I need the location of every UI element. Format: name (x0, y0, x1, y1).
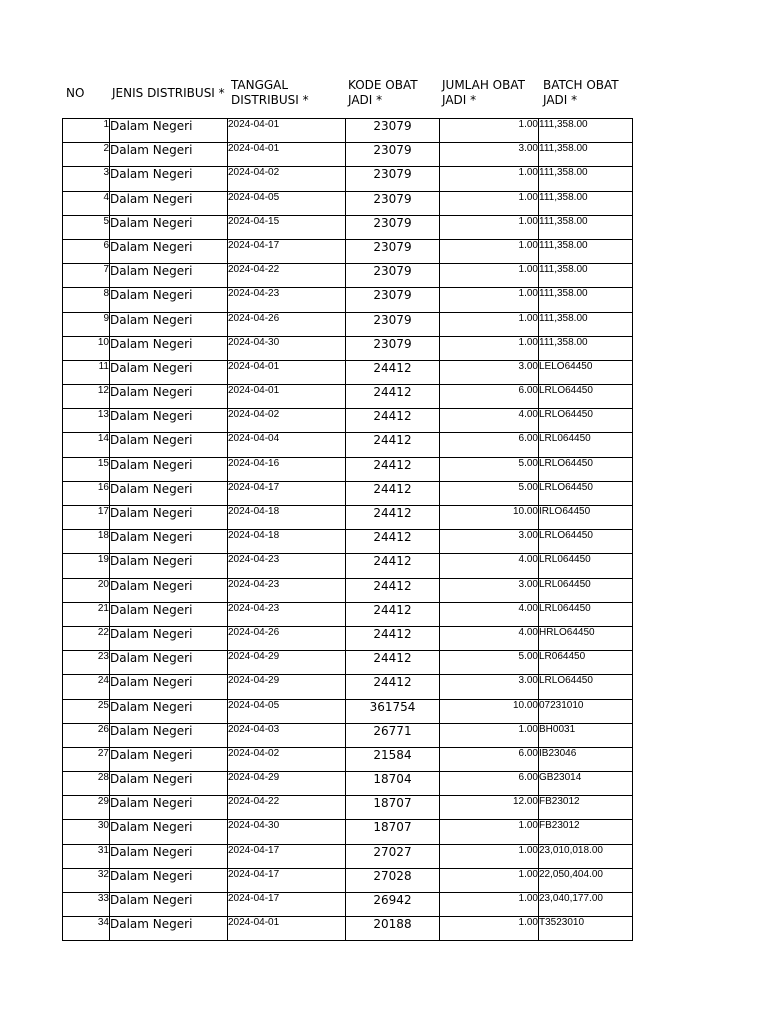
jenis-distribusi-cell: Dalam Negeri (110, 288, 228, 312)
jumlah-obat-cell: 1.00 (440, 844, 539, 868)
table-row (63, 167, 633, 191)
header-jenis-distribusi (112, 86, 225, 101)
table-row (63, 264, 633, 288)
row-number: 8 (63, 288, 110, 312)
table-row (63, 288, 633, 312)
header-tanggal-line-2: DISTRIBUSI * (231, 93, 309, 107)
header-no (66, 86, 84, 101)
row-number: 21 (63, 602, 110, 626)
row-number: 2 (63, 143, 110, 167)
jenis-distribusi-cell: Dalam Negeri (110, 626, 228, 650)
row-number: 9 (63, 312, 110, 336)
kode-obat-cell: 18707 (346, 796, 440, 820)
kode-obat-cell: 24412 (346, 626, 440, 650)
jenis-distribusi-cell: Dalam Negeri (110, 699, 228, 723)
row-number: 16 (63, 481, 110, 505)
distribution-table-body (63, 119, 633, 941)
batch-obat-cell: 22,050,404.00 (539, 868, 633, 892)
row-number: 31 (63, 844, 110, 868)
kode-obat-cell: 23079 (346, 215, 440, 239)
tanggal-distribusi-cell: 2024-04-26 (228, 312, 346, 336)
batch-obat-cell: 111,358.00 (539, 143, 633, 167)
kode-obat-cell: 26771 (346, 723, 440, 747)
tanggal-distribusi-cell: 2024-04-17 (228, 893, 346, 917)
tanggal-distribusi-cell: 2024-04-17 (228, 481, 346, 505)
jumlah-obat-cell: 3.00 (440, 360, 539, 384)
tanggal-distribusi-cell: 2024-04-01 (228, 143, 346, 167)
tanggal-distribusi-cell: 2024-04-15 (228, 215, 346, 239)
kode-obat-cell: 23079 (346, 336, 440, 360)
jumlah-obat-cell: 1.00 (440, 336, 539, 360)
jenis-distribusi-cell: Dalam Negeri (110, 675, 228, 699)
batch-obat-cell: 23,040,177.00 (539, 893, 633, 917)
table-row (63, 844, 633, 868)
tanggal-distribusi-cell: 2024-04-18 (228, 530, 346, 554)
tanggal-distribusi-cell: 2024-04-22 (228, 264, 346, 288)
table-row (63, 626, 633, 650)
kode-obat-cell: 24412 (346, 602, 440, 626)
batch-obat-cell: 07231010 (539, 699, 633, 723)
kode-obat-cell: 23079 (346, 264, 440, 288)
kode-obat-cell: 24412 (346, 457, 440, 481)
row-number: 32 (63, 868, 110, 892)
table-row (63, 336, 633, 360)
tanggal-distribusi-cell: 2024-04-04 (228, 433, 346, 457)
tanggal-distribusi-cell: 2024-04-22 (228, 796, 346, 820)
jumlah-obat-cell: 3.00 (440, 143, 539, 167)
tanggal-distribusi-cell: 2024-04-01 (228, 385, 346, 409)
jumlah-obat-cell: 1.00 (440, 893, 539, 917)
table-row (63, 191, 633, 215)
tanggal-distribusi-cell: 2024-04-26 (228, 626, 346, 650)
jenis-distribusi-cell: Dalam Negeri (110, 844, 228, 868)
header-tanggal-line-1: TANGGAL (231, 78, 289, 92)
row-number: 23 (63, 651, 110, 675)
tanggal-distribusi-cell: 2024-04-23 (228, 288, 346, 312)
jumlah-obat-cell: 1.00 (440, 167, 539, 191)
jenis-distribusi-cell: Dalam Negeri (110, 893, 228, 917)
row-number: 7 (63, 264, 110, 288)
row-number: 5 (63, 215, 110, 239)
tanggal-distribusi-cell: 2024-04-29 (228, 675, 346, 699)
batch-obat-cell: IB23046 (539, 747, 633, 771)
batch-obat-cell: 111,358.00 (539, 264, 633, 288)
tanggal-distribusi-cell: 2024-04-23 (228, 602, 346, 626)
jenis-distribusi-cell: Dalam Negeri (110, 385, 228, 409)
tanggal-distribusi-cell: 2024-04-23 (228, 578, 346, 602)
batch-obat-cell: LRLO64450 (539, 481, 633, 505)
row-number: 27 (63, 747, 110, 771)
kode-obat-cell: 24412 (346, 578, 440, 602)
table-row (63, 747, 633, 771)
batch-obat-cell: LR064450 (539, 651, 633, 675)
jumlah-obat-cell: 5.00 (440, 481, 539, 505)
row-number: 20 (63, 578, 110, 602)
batch-obat-cell: 111,358.00 (539, 288, 633, 312)
batch-obat-cell: LRLO64450 (539, 675, 633, 699)
jumlah-obat-cell: 3.00 (440, 675, 539, 699)
table-row (63, 143, 633, 167)
header-jenis-line: JENIS DISTRIBUSI * (112, 86, 225, 100)
table-row (63, 239, 633, 263)
kode-obat-cell: 24412 (346, 433, 440, 457)
jenis-distribusi-cell: Dalam Negeri (110, 602, 228, 626)
kode-obat-cell: 21584 (346, 747, 440, 771)
kode-obat-cell: 24412 (346, 651, 440, 675)
jenis-distribusi-cell: Dalam Negeri (110, 481, 228, 505)
table-row (63, 772, 633, 796)
batch-obat-cell: 111,358.00 (539, 336, 633, 360)
row-number: 34 (63, 917, 110, 941)
kode-obat-cell: 23079 (346, 119, 440, 143)
kode-obat-cell: 18704 (346, 772, 440, 796)
table-row (63, 578, 633, 602)
header-jumlah-obat (442, 78, 525, 108)
jumlah-obat-cell: 1.00 (440, 288, 539, 312)
jumlah-obat-cell: 4.00 (440, 626, 539, 650)
batch-obat-cell: LELO64450 (539, 360, 633, 384)
row-number: 3 (63, 167, 110, 191)
batch-obat-cell: 111,358.00 (539, 167, 633, 191)
header-no-line: NO (66, 86, 85, 100)
jumlah-obat-cell: 1.00 (440, 119, 539, 143)
kode-obat-cell: 23079 (346, 191, 440, 215)
batch-obat-cell: GB23014 (539, 772, 633, 796)
table-row (63, 868, 633, 892)
header-jumlah-line-2: JADI * (442, 93, 477, 107)
table-row (63, 820, 633, 844)
header-tanggal-distribusi (231, 78, 309, 108)
jumlah-obat-cell: 1.00 (440, 264, 539, 288)
kode-obat-cell: 27028 (346, 868, 440, 892)
kode-obat-cell: 24412 (346, 675, 440, 699)
kode-obat-cell: 24412 (346, 481, 440, 505)
row-number: 19 (63, 554, 110, 578)
batch-obat-cell: LRL064450 (539, 602, 633, 626)
row-number: 4 (63, 191, 110, 215)
batch-obat-cell: LRL064450 (539, 554, 633, 578)
jenis-distribusi-cell: Dalam Negeri (110, 215, 228, 239)
table-row (63, 360, 633, 384)
jenis-distribusi-cell: Dalam Negeri (110, 119, 228, 143)
batch-obat-cell: LRLO64450 (539, 457, 633, 481)
jenis-distribusi-cell: Dalam Negeri (110, 506, 228, 530)
batch-obat-cell: LRL064450 (539, 578, 633, 602)
row-number: 17 (63, 506, 110, 530)
jenis-distribusi-cell: Dalam Negeri (110, 360, 228, 384)
row-number: 28 (63, 772, 110, 796)
jumlah-obat-cell: 4.00 (440, 602, 539, 626)
kode-obat-cell: 24412 (346, 506, 440, 530)
batch-obat-cell: HRLO64450 (539, 626, 633, 650)
batch-obat-cell: FB23012 (539, 820, 633, 844)
header-batch-obat (543, 78, 619, 108)
jumlah-obat-cell: 1.00 (440, 215, 539, 239)
tanggal-distribusi-cell: 2024-04-29 (228, 651, 346, 675)
batch-obat-cell: 111,358.00 (539, 191, 633, 215)
jumlah-obat-cell: 1.00 (440, 239, 539, 263)
header-kode-obat (348, 78, 418, 108)
row-number: 29 (63, 796, 110, 820)
tanggal-distribusi-cell: 2024-04-02 (228, 747, 346, 771)
jumlah-obat-cell: 1.00 (440, 917, 539, 941)
jumlah-obat-cell: 1.00 (440, 723, 539, 747)
tanggal-distribusi-cell: 2024-04-17 (228, 239, 346, 263)
kode-obat-cell: 23079 (346, 167, 440, 191)
batch-obat-cell: 111,358.00 (539, 215, 633, 239)
row-number: 6 (63, 239, 110, 263)
tanggal-distribusi-cell: 2024-04-03 (228, 723, 346, 747)
table-row (63, 699, 633, 723)
table-row (63, 530, 633, 554)
jenis-distribusi-cell: Dalam Negeri (110, 167, 228, 191)
batch-obat-cell: FB23012 (539, 796, 633, 820)
jenis-distribusi-cell: Dalam Negeri (110, 191, 228, 215)
jenis-distribusi-cell: Dalam Negeri (110, 530, 228, 554)
jumlah-obat-cell: 1.00 (440, 191, 539, 215)
jenis-distribusi-cell: Dalam Negeri (110, 747, 228, 771)
table-row (63, 602, 633, 626)
jenis-distribusi-cell: Dalam Negeri (110, 143, 228, 167)
kode-obat-cell: 23079 (346, 288, 440, 312)
tanggal-distribusi-cell: 2024-04-02 (228, 409, 346, 433)
jenis-distribusi-cell: Dalam Negeri (110, 820, 228, 844)
table-row (63, 481, 633, 505)
kode-obat-cell: 26942 (346, 893, 440, 917)
jenis-distribusi-cell: Dalam Negeri (110, 578, 228, 602)
batch-obat-cell: BH0031 (539, 723, 633, 747)
jumlah-obat-cell: 4.00 (440, 409, 539, 433)
row-number: 14 (63, 433, 110, 457)
row-number: 11 (63, 360, 110, 384)
jumlah-obat-cell: 3.00 (440, 530, 539, 554)
kode-obat-cell: 24412 (346, 385, 440, 409)
table-row (63, 215, 633, 239)
jenis-distribusi-cell: Dalam Negeri (110, 433, 228, 457)
jumlah-obat-cell: 5.00 (440, 457, 539, 481)
tanggal-distribusi-cell: 2024-04-01 (228, 119, 346, 143)
kode-obat-cell: 20188 (346, 917, 440, 941)
tanggal-distribusi-cell: 2024-04-30 (228, 820, 346, 844)
tanggal-distribusi-cell: 2024-04-30 (228, 336, 346, 360)
table-row (63, 457, 633, 481)
jumlah-obat-cell: 6.00 (440, 747, 539, 771)
jenis-distribusi-cell: Dalam Negeri (110, 264, 228, 288)
header-batch-line-2: JADI * (543, 93, 578, 107)
header-batch-line-1: BATCH OBAT (543, 78, 619, 92)
jumlah-obat-cell: 6.00 (440, 772, 539, 796)
header-kode-line-1: KODE OBAT (348, 78, 418, 92)
batch-obat-cell: T3523010 (539, 917, 633, 941)
jenis-distribusi-cell: Dalam Negeri (110, 336, 228, 360)
row-number: 22 (63, 626, 110, 650)
row-number: 26 (63, 723, 110, 747)
table-row (63, 506, 633, 530)
jumlah-obat-cell: 5.00 (440, 651, 539, 675)
batch-obat-cell: LRLO64450 (539, 385, 633, 409)
jumlah-obat-cell: 1.00 (440, 868, 539, 892)
kode-obat-cell: 23079 (346, 143, 440, 167)
row-number: 24 (63, 675, 110, 699)
batch-obat-cell: 23,010,018.00 (539, 844, 633, 868)
row-number: 1 (63, 119, 110, 143)
jenis-distribusi-cell: Dalam Negeri (110, 554, 228, 578)
jenis-distribusi-cell: Dalam Negeri (110, 772, 228, 796)
jumlah-obat-cell: 10.00 (440, 506, 539, 530)
tanggal-distribusi-cell: 2024-04-29 (228, 772, 346, 796)
jumlah-obat-cell: 4.00 (440, 554, 539, 578)
jenis-distribusi-cell: Dalam Negeri (110, 723, 228, 747)
table-row (63, 917, 633, 941)
jenis-distribusi-cell: Dalam Negeri (110, 239, 228, 263)
kode-obat-cell: 27027 (346, 844, 440, 868)
tanggal-distribusi-cell: 2024-04-23 (228, 554, 346, 578)
table-row (63, 675, 633, 699)
kode-obat-cell: 24412 (346, 530, 440, 554)
row-number: 30 (63, 820, 110, 844)
batch-obat-cell: IRLO64450 (539, 506, 633, 530)
tanggal-distribusi-cell: 2024-04-16 (228, 457, 346, 481)
kode-obat-cell: 18707 (346, 820, 440, 844)
kode-obat-cell: 23079 (346, 312, 440, 336)
jenis-distribusi-cell: Dalam Negeri (110, 409, 228, 433)
jumlah-obat-cell: 12.00 (440, 796, 539, 820)
batch-obat-cell: LRLO64450 (539, 530, 633, 554)
batch-obat-cell: 111,358.00 (539, 119, 633, 143)
tanggal-distribusi-cell: 2024-04-17 (228, 844, 346, 868)
row-number: 18 (63, 530, 110, 554)
table-row (63, 723, 633, 747)
table-row (63, 119, 633, 143)
jumlah-obat-cell: 1.00 (440, 312, 539, 336)
table-row (63, 554, 633, 578)
kode-obat-cell: 24412 (346, 409, 440, 433)
header-kode-line-2: JADI * (348, 93, 383, 107)
jenis-distribusi-cell: Dalam Negeri (110, 312, 228, 336)
kode-obat-cell: 23079 (346, 239, 440, 263)
batch-obat-cell: LRL064450 (539, 433, 633, 457)
jenis-distribusi-cell: Dalam Negeri (110, 457, 228, 481)
table-row (63, 796, 633, 820)
row-number: 15 (63, 457, 110, 481)
jumlah-obat-cell: 1.00 (440, 820, 539, 844)
tanggal-distribusi-cell: 2024-04-05 (228, 699, 346, 723)
table-row (63, 312, 633, 336)
jumlah-obat-cell: 6.00 (440, 385, 539, 409)
jumlah-obat-cell: 6.00 (440, 433, 539, 457)
jenis-distribusi-cell: Dalam Negeri (110, 917, 228, 941)
table-row (63, 409, 633, 433)
jenis-distribusi-cell: Dalam Negeri (110, 796, 228, 820)
batch-obat-cell: 111,358.00 (539, 239, 633, 263)
batch-obat-cell: 111,358.00 (539, 312, 633, 336)
tanggal-distribusi-cell: 2024-04-01 (228, 917, 346, 941)
jenis-distribusi-cell: Dalam Negeri (110, 651, 228, 675)
header-jumlah-line-1: JUMLAH OBAT (442, 78, 525, 92)
table-row (63, 433, 633, 457)
row-number: 13 (63, 409, 110, 433)
tanggal-distribusi-cell: 2024-04-02 (228, 167, 346, 191)
batch-obat-cell: LRLO64450 (539, 409, 633, 433)
jumlah-obat-cell: 10.00 (440, 699, 539, 723)
tanggal-distribusi-cell: 2024-04-17 (228, 868, 346, 892)
row-number: 33 (63, 893, 110, 917)
kode-obat-cell: 361754 (346, 699, 440, 723)
kode-obat-cell: 24412 (346, 360, 440, 384)
jumlah-obat-cell: 3.00 (440, 578, 539, 602)
row-number: 25 (63, 699, 110, 723)
tanggal-distribusi-cell: 2024-04-05 (228, 191, 346, 215)
table-row (63, 893, 633, 917)
kode-obat-cell: 24412 (346, 554, 440, 578)
row-number: 10 (63, 336, 110, 360)
tanggal-distribusi-cell: 2024-04-18 (228, 506, 346, 530)
table-row (63, 651, 633, 675)
distribution-table (62, 118, 633, 941)
tanggal-distribusi-cell: 2024-04-01 (228, 360, 346, 384)
table-row (63, 385, 633, 409)
row-number: 12 (63, 385, 110, 409)
jenis-distribusi-cell: Dalam Negeri (110, 868, 228, 892)
